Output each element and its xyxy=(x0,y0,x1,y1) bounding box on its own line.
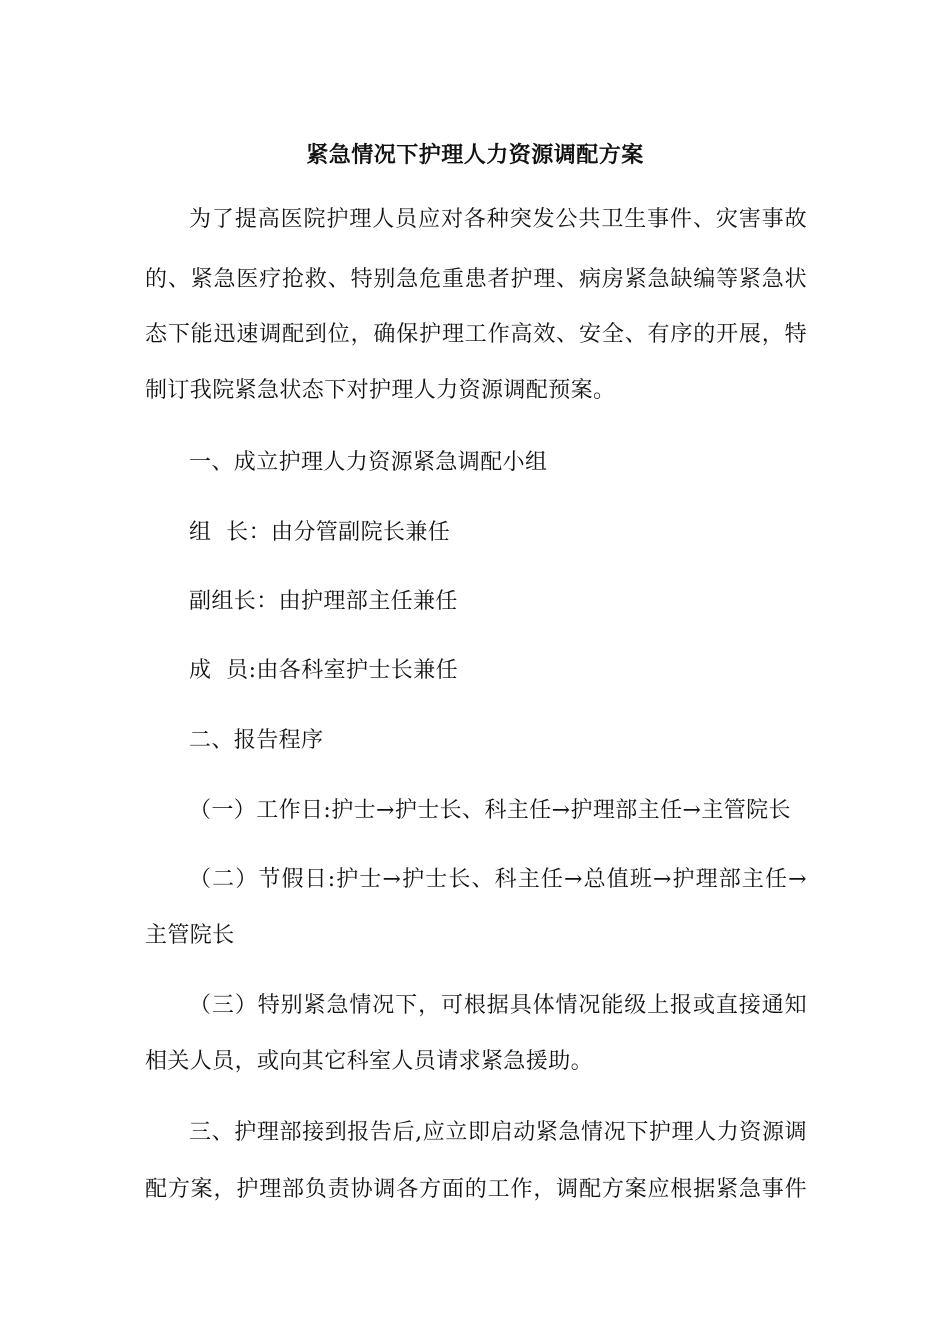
intro-line-3: 态下能迅速调配到位，确保护理工作高效、安全、有序的开展，特 xyxy=(145,322,807,347)
deputy-leader-line: 副组长：由护理部主任兼任 xyxy=(189,589,458,614)
report-item-3-line-1: （三）特别紧急情况下，可根据具体情况能级上报或直接通知 xyxy=(189,993,807,1018)
intro-line-1: 为了提高医院护理人员应对各种突发公共卫生事件、灾害事故 xyxy=(189,207,807,232)
report-item-1: （一）工作日:护士→护士长、科主任→护理部主任→主管院长 xyxy=(189,798,791,823)
section1-heading: 一、成立护理人力资源紧急调配小组 xyxy=(189,450,548,475)
group-leader-line: 组 长：由分管副院长兼任 xyxy=(189,520,451,545)
intro-line-4: 制订我院紧急状态下对护理人力资源调配预案。 xyxy=(145,378,616,403)
members-line: 成 员:由各科室护士长兼任 xyxy=(189,658,458,683)
section3-line-2: 配方案，护理部负责协调各方面的工作，调配方案应根据紧急事件 xyxy=(145,1177,807,1202)
intro-line-2: 的、紧急医疗抢救、特别急危重患者护理、病房紧急缺编等紧急状 xyxy=(145,267,807,292)
report-item-3-line-2: 相关人员，或向其它科室人员请求紧急援助。 xyxy=(145,1049,594,1074)
document-title: 紧急情况下护理人力资源调配方案 xyxy=(306,142,644,168)
section3-line-1: 三、护理部接到报告后,应立即启动紧急情况下护理人力资源调 xyxy=(189,1120,807,1145)
section2-heading: 二、报告程序 xyxy=(189,728,324,753)
report-item-2-line-1: （二）节假日:护士→护士长、科主任→总值班→护理部主任→ xyxy=(189,867,807,892)
report-item-2-line-2: 主管院长 xyxy=(145,923,235,948)
